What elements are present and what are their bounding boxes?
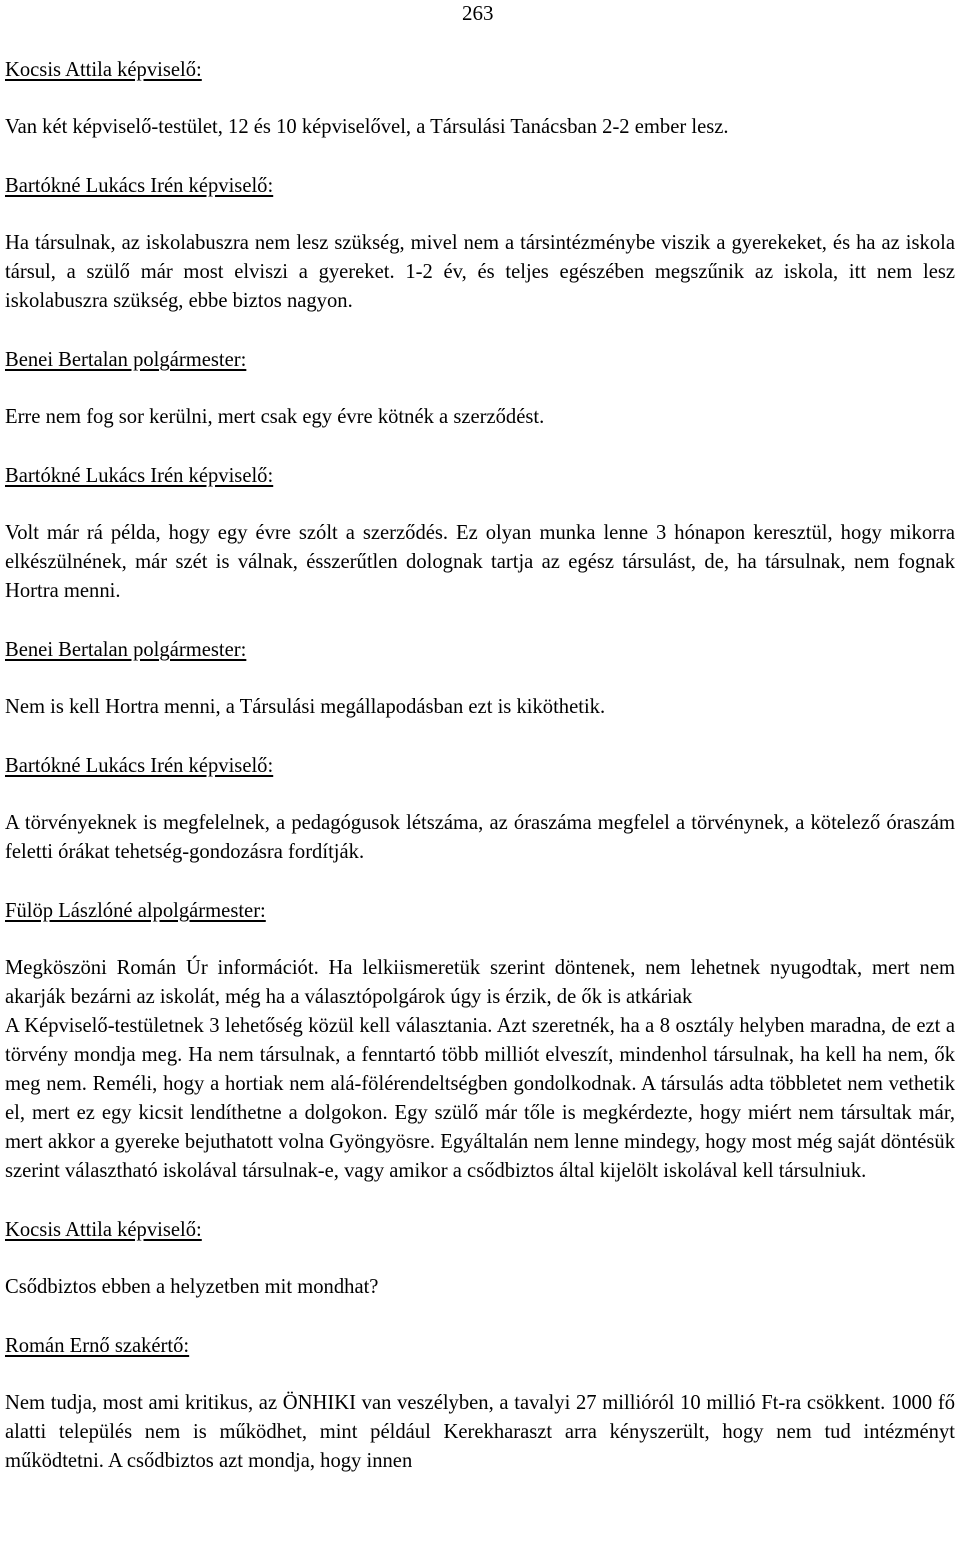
- speech-block: [5, 897, 955, 1216]
- speaker-name: Fülöp Lászlóné alpolgármester:: [5, 900, 266, 922]
- speech-paragraph: Ha társulnak, az iskolabuszra nem lesz szükség, mivel nem a társintézménybe viszik a gyerekeket, és ha az iskola társul, a szülő már most elviszi a gyereket. 1-2 év, és teljes egészében megszűnik az iskola, itt nem lesz iskolabuszra szükség, ebbe biztos nagyon.: [5, 232, 955, 312]
- page-number: 263: [462, 1, 494, 25]
- speech-paragraph: Nem is kell Hortra menni, a Társulási megállapodásban ezt is kiköthetik.: [5, 696, 606, 718]
- speaker-name: Bartókné Lukács Irén képviselő:: [5, 175, 274, 197]
- speech-block: [5, 1216, 955, 1332]
- speech-paragraph: A Képviselő-testületnek 3 lehetőség közül kell választania. Azt szeretnék, ha a 8 osztály helyben maradna, de ezt a törvény mondja meg. Ha nem társulnak, a fenntartó több milliót elveszít, mindenhol társulnak, ha kell ha nem, ők meg nem. Reméli, hogy a hortiak nem alá-fölérendeltségben gondolkodnak. A társulás adta többletet nem vethetik el, mert ez egy kicsit lendíthetne a dolgokon. Egy szülő már tőle is megkérdezte, hogy miért nem társultak már, mert akkor a gyereke bejuthatott volna Gyöngyösre. Egyáltalán nem lenne mindegy, hogy most még saját döntésük szerint választható iskolával társulnak-e, vagy amikor a csődbiztos által kijelölt iskolával kell társulniuk.: [5, 1015, 955, 1182]
- speech-paragraph: Csődbiztos ebben a helyzetben mit mondhat?: [5, 1276, 379, 1298]
- document-body: [5, 56, 955, 1476]
- speech-block: [5, 462, 955, 636]
- speech-paragraph: A törvényeknek is megfelelnek, a pedagógusok létszáma, az óraszáma megfelel a törvénynek, a kötelező óraszám feletti órákat tehetség-gondozásra fordítják.: [5, 812, 955, 863]
- speech-paragraph: Megköszöni Román Úr információt. Ha lelkiismeretük szerint döntenek, nem lehetnek nyugodtak, mert nem akarják bezárni az iskolát, még ha a választópolgárok úgy is érzik, de ők is atkáriak: [5, 957, 955, 1008]
- speaker-name: Benei Bertalan polgármester:: [5, 349, 247, 371]
- speaker-name: Benei Bertalan polgármester:: [5, 639, 247, 661]
- speaker-name: Kocsis Attila képviselő:: [5, 1219, 202, 1241]
- speaker-name: Bartókné Lukács Irén képviselő:: [5, 755, 274, 777]
- speech-block: [5, 752, 955, 897]
- speech-paragraph: Erre nem fog sor kerülni, mert csak egy évre kötnék a szerződést.: [5, 406, 545, 428]
- speech-paragraph: Nem tudja, most ami kritikus, az ÖNHIKI van veszélyben, a tavalyi 27 millióról 10 millió Ft-ra csökkent. 1000 fő alatti település nem is működhet, mint például Kerekharaszt arra kényszerült, hogy nem tud intézményt működtetni. A csődbiztos azt mondja, hogy innen: [5, 1392, 955, 1472]
- speech-block: [5, 56, 955, 172]
- speaker-name: Kocsis Attila képviselő:: [5, 59, 202, 81]
- speech-block: [5, 1332, 955, 1476]
- speech-block: [5, 636, 955, 752]
- speaker-name: Bartókné Lukács Irén képviselő:: [5, 465, 274, 487]
- speaker-name: Román Ernő szakértő:: [5, 1335, 190, 1357]
- speech-paragraph: Van két képviselő-testület, 12 és 10 képviselővel, a Társulási Tanácsban 2-2 ember lesz.: [5, 116, 729, 138]
- speech-block: [5, 172, 955, 346]
- speech-block: [5, 346, 955, 462]
- speech-paragraph: Volt már rá példa, hogy egy évre szólt a szerződés. Ez olyan munka lenne 3 hónapon keresztül, hogy mikorra elkészülnének, már szét is válnak, ésszerűtlen dolognak tartja az egész társulást, de, ha társulnak, nem fognak Hortra menni.: [5, 522, 955, 602]
